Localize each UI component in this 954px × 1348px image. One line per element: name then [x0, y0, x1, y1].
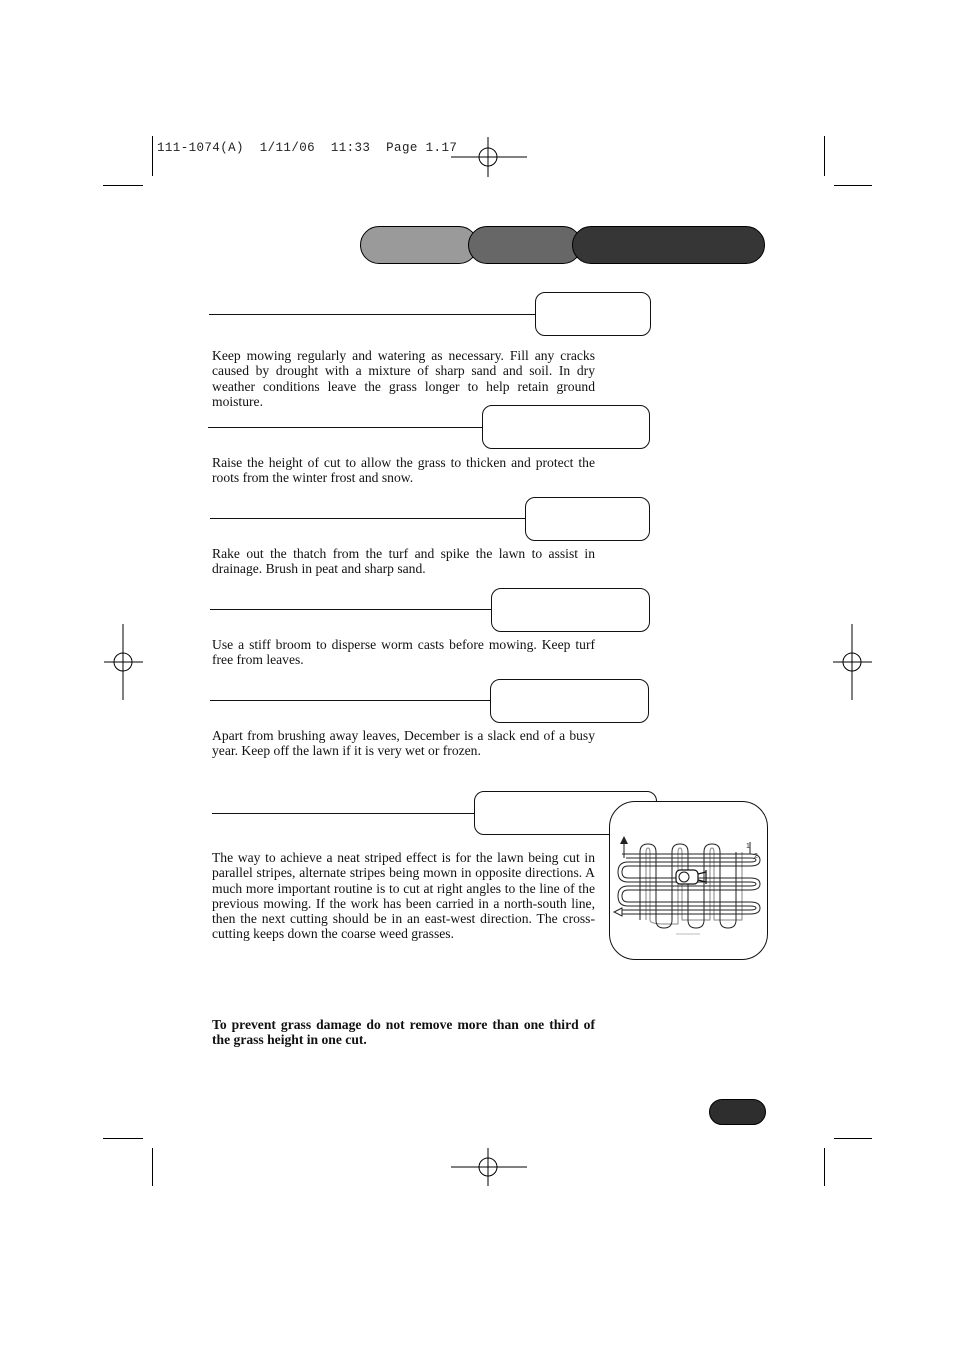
section-text: Raise the height of cut to allow the grass to thicken and protect the roots from the winter frost and snow.	[212, 455, 595, 486]
section-text: The way to achieve a neat striped effect is for the lawn being cut in parallel stripes, alternate stripes being mown in opposite directions. A much more important routine is to cut at right angles to the line of the previous mowing. If the work has been carried in a north-south line, then the next cutting should be in an east-west direction. The cross-cutting keeps down the coarse weed grasses.	[212, 850, 595, 942]
heading-box	[535, 292, 651, 336]
heading-box	[490, 679, 649, 723]
heading-rule	[210, 700, 492, 701]
heading-rule	[212, 813, 476, 814]
heading-rule	[210, 609, 492, 610]
page-number-badge	[709, 1099, 766, 1125]
heading-box	[482, 405, 650, 449]
heading-box	[491, 588, 650, 632]
section-tab-1	[360, 226, 478, 264]
diagram-label-1: 1	[746, 843, 750, 850]
heading-rule	[208, 427, 483, 428]
heading-rule	[209, 314, 536, 315]
diagram-label-2: 2	[754, 853, 758, 860]
section-text: Rake out the thatch from the turf and spike the lawn to assist in drainage. Brush in peat and sharp sand.	[212, 546, 595, 577]
heading-box	[525, 497, 650, 541]
heading-rule	[210, 518, 526, 519]
section-tab-2	[468, 226, 582, 264]
section-text: Use a stiff broom to disperse worm casts before mowing. Keep turf free from leaves.	[212, 637, 595, 668]
print-slug: 111-1074(A) 1/11/06 11:33 Page 1.17	[157, 141, 458, 155]
mowing-pattern-diagram	[609, 801, 768, 960]
section-text: Apart from brushing away leaves, December is a slack end of a busy year. Keep off the lawn if it is very wet or frozen.	[212, 728, 595, 759]
warning-note: To prevent grass damage do not remove more than one third of the grass height in one cut.	[212, 1017, 595, 1048]
section-tab-3	[572, 226, 765, 264]
section-text: Keep mowing regularly and watering as necessary. Fill any cracks caused by drought with a mixture of sharp sand and soil. In dry weather conditions leave the grass longer to help retain ground moisture.	[212, 348, 595, 409]
mowing-pattern-icon	[610, 802, 766, 958]
